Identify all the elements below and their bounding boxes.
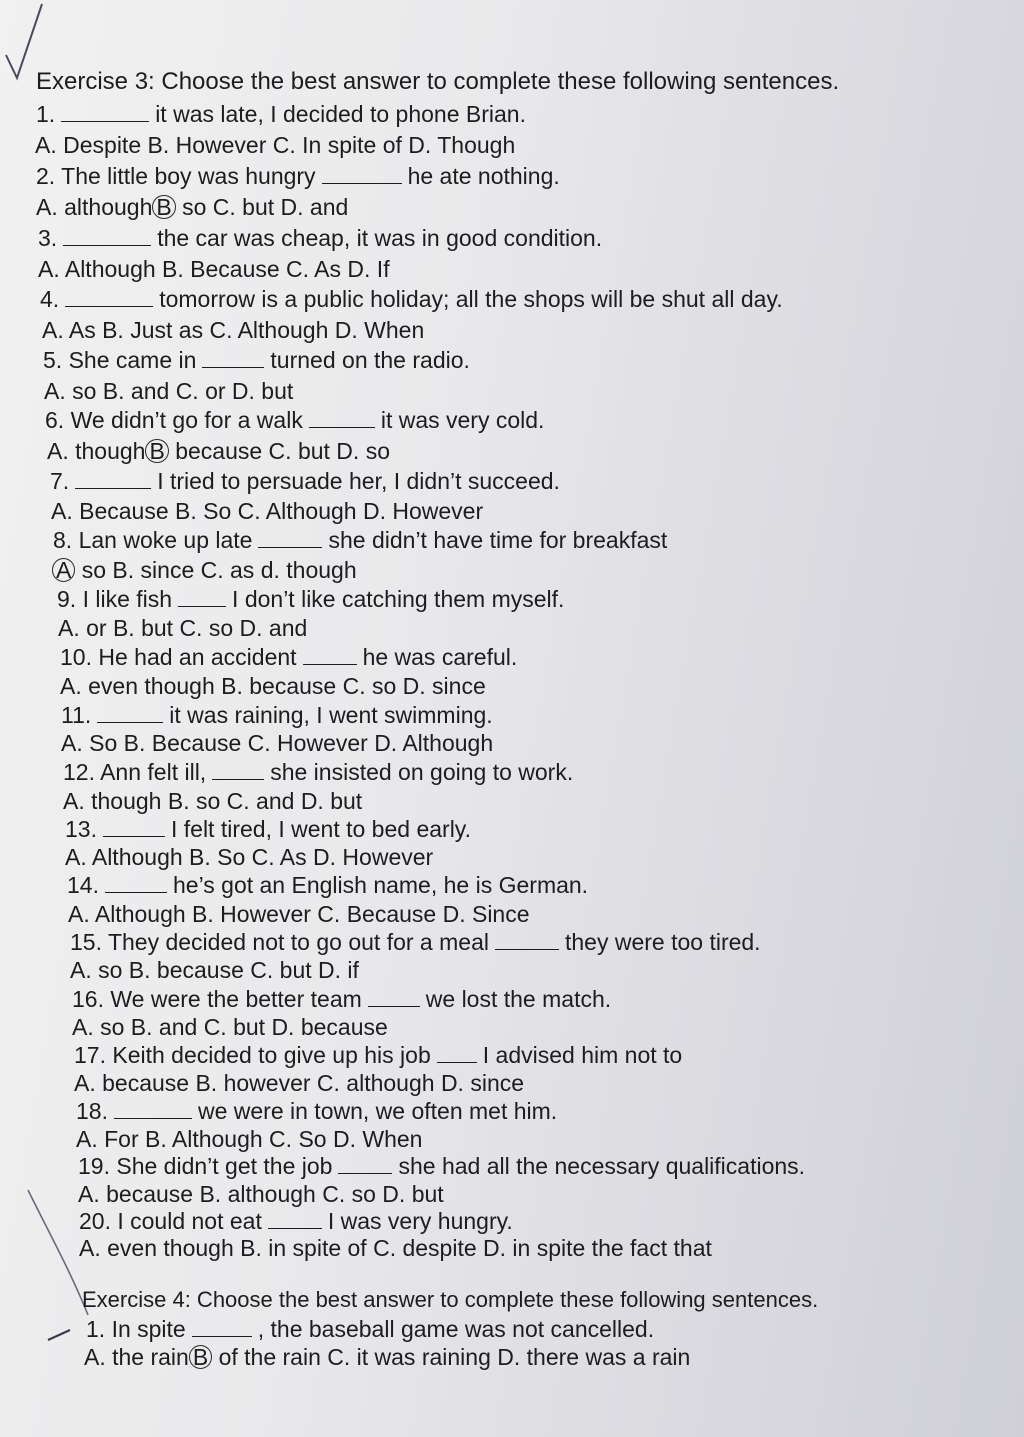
options-15: A. so B. because C. but D. if xyxy=(70,957,359,983)
question-19: 19. She didn’t get the job she had all the necessary qualifications. xyxy=(78,1153,806,1179)
circled-answer[interactable]: B xyxy=(189,1345,212,1369)
ex4-options-1: A. the rain B of the rain C. it was raining D. there was a rain xyxy=(84,1344,691,1370)
options-19: A. because B. although C. so D. but xyxy=(78,1181,444,1207)
answer-blank[interactable] xyxy=(495,931,559,950)
question-15: 15. They decided not to go out for a meal they were too tired. xyxy=(70,929,761,955)
options-1: A. Despite B. However C. In spite of D. Though xyxy=(35,132,516,158)
answer-blank[interactable] xyxy=(322,165,402,184)
answer-blank[interactable] xyxy=(114,1100,192,1119)
exercise3-title: Exercise 3: Choose the best answer to complete these following sentences. xyxy=(36,68,840,95)
question-13: 13. I felt tired, I went to bed early. xyxy=(65,816,471,842)
options-14: A. Although B. However C. Because D. Since xyxy=(68,901,530,927)
options-11: A. So B. Because C. However D. Although xyxy=(61,730,494,756)
options-18: A. For B. Although C. So D. When xyxy=(76,1126,423,1152)
margin-check xyxy=(48,1330,70,1340)
answer-blank[interactable] xyxy=(212,761,264,780)
question-8: 8. Lan woke up late she didn’t have time for breakfast xyxy=(53,527,668,553)
options-3: A. Although B. Because C. As D. If xyxy=(38,256,390,282)
answer-blank[interactable] xyxy=(202,349,264,368)
answer-blank[interactable] xyxy=(258,529,322,548)
answer-blank[interactable] xyxy=(437,1044,477,1063)
circled-answer[interactable]: B xyxy=(152,195,175,219)
question-1: 1. it was late, I decided to phone Brian. xyxy=(36,101,526,127)
question-6: 6. We didn’t go for a walk it was very cold. xyxy=(45,407,545,433)
question-7: 7. I tried to persuade her, I didn’t succeed. xyxy=(50,468,560,494)
ex4-question-1: 1. In spite , the baseball game was not cancelled. xyxy=(86,1316,655,1342)
answer-blank[interactable] xyxy=(303,646,357,665)
options-2: A. although B so C. but D. and xyxy=(36,194,349,220)
answer-blank[interactable] xyxy=(63,227,151,246)
options-4: A. As B. Just as C. Although D. When xyxy=(42,317,425,343)
options-13: A. Although B. So C. As D. However xyxy=(65,844,434,870)
answer-blank[interactable] xyxy=(65,288,153,307)
circled-answer[interactable]: B xyxy=(145,439,168,463)
options-5: A. so B. and C. or D. but xyxy=(44,378,294,404)
question-14: 14. he’s got an English name, he is German. xyxy=(67,872,589,898)
exercise4-title: Exercise 4: Choose the best answer to complete these following sentences. xyxy=(82,1287,819,1312)
answer-blank[interactable] xyxy=(192,1318,252,1337)
answer-blank[interactable] xyxy=(178,588,226,607)
question-4: 4. tomorrow is a public holiday; all the shops will be shut all day. xyxy=(40,286,783,312)
answer-blank[interactable] xyxy=(268,1210,322,1229)
options-8: A so B. since C. as d. though xyxy=(52,556,357,584)
answer-blank[interactable] xyxy=(97,704,163,723)
question-11: 11. it was raining, I went swimming. xyxy=(61,702,493,728)
answer-blank[interactable] xyxy=(368,988,420,1007)
circled-answer[interactable]: A xyxy=(52,558,75,582)
question-3: 3. the car was cheap, it was in good condition. xyxy=(38,225,603,251)
question-12: 12. Ann felt ill, she insisted on going to work. xyxy=(63,759,574,785)
question-18: 18. we were in town, we often met him. xyxy=(76,1098,558,1124)
answer-blank[interactable] xyxy=(75,470,151,489)
check-mark xyxy=(6,4,42,78)
question-2: 2. The little boy was hungry he ate nothing. xyxy=(36,163,560,189)
options-16: A. so B. and C. but D. because xyxy=(72,1014,388,1040)
question-16: 16. We were the better team we lost the match. xyxy=(72,986,612,1012)
question-10: 10. He had an accident he was careful. xyxy=(60,644,518,670)
options-7: A. Because B. So C. Although D. However xyxy=(51,498,484,524)
question-20: 20. I could not eat I was very hungry. xyxy=(79,1208,513,1234)
answer-blank[interactable] xyxy=(309,409,375,428)
answer-blank[interactable] xyxy=(61,103,149,122)
options-10: A. even though B. because C. so D. since xyxy=(60,673,486,699)
options-20: A. even though B. in spite of C. despite D. in spite the fact that xyxy=(79,1235,712,1261)
answer-blank[interactable] xyxy=(105,874,167,893)
answer-blank[interactable] xyxy=(103,818,165,837)
question-9: 9. I like fish I don’t like catching them myself. xyxy=(57,586,565,612)
options-6: A. though B because C. but D. so xyxy=(47,438,390,464)
options-9: A. or B. but C. so D. and xyxy=(58,615,308,641)
question-5: 5. She came in turned on the radio. xyxy=(43,347,470,373)
question-17: 17. Keith decided to give up his job I advised him not to xyxy=(74,1042,683,1068)
options-12: A. though B. so C. and D. but xyxy=(63,788,363,814)
options-17: A. because B. however C. although D. since xyxy=(74,1070,525,1096)
answer-blank[interactable] xyxy=(338,1155,392,1174)
